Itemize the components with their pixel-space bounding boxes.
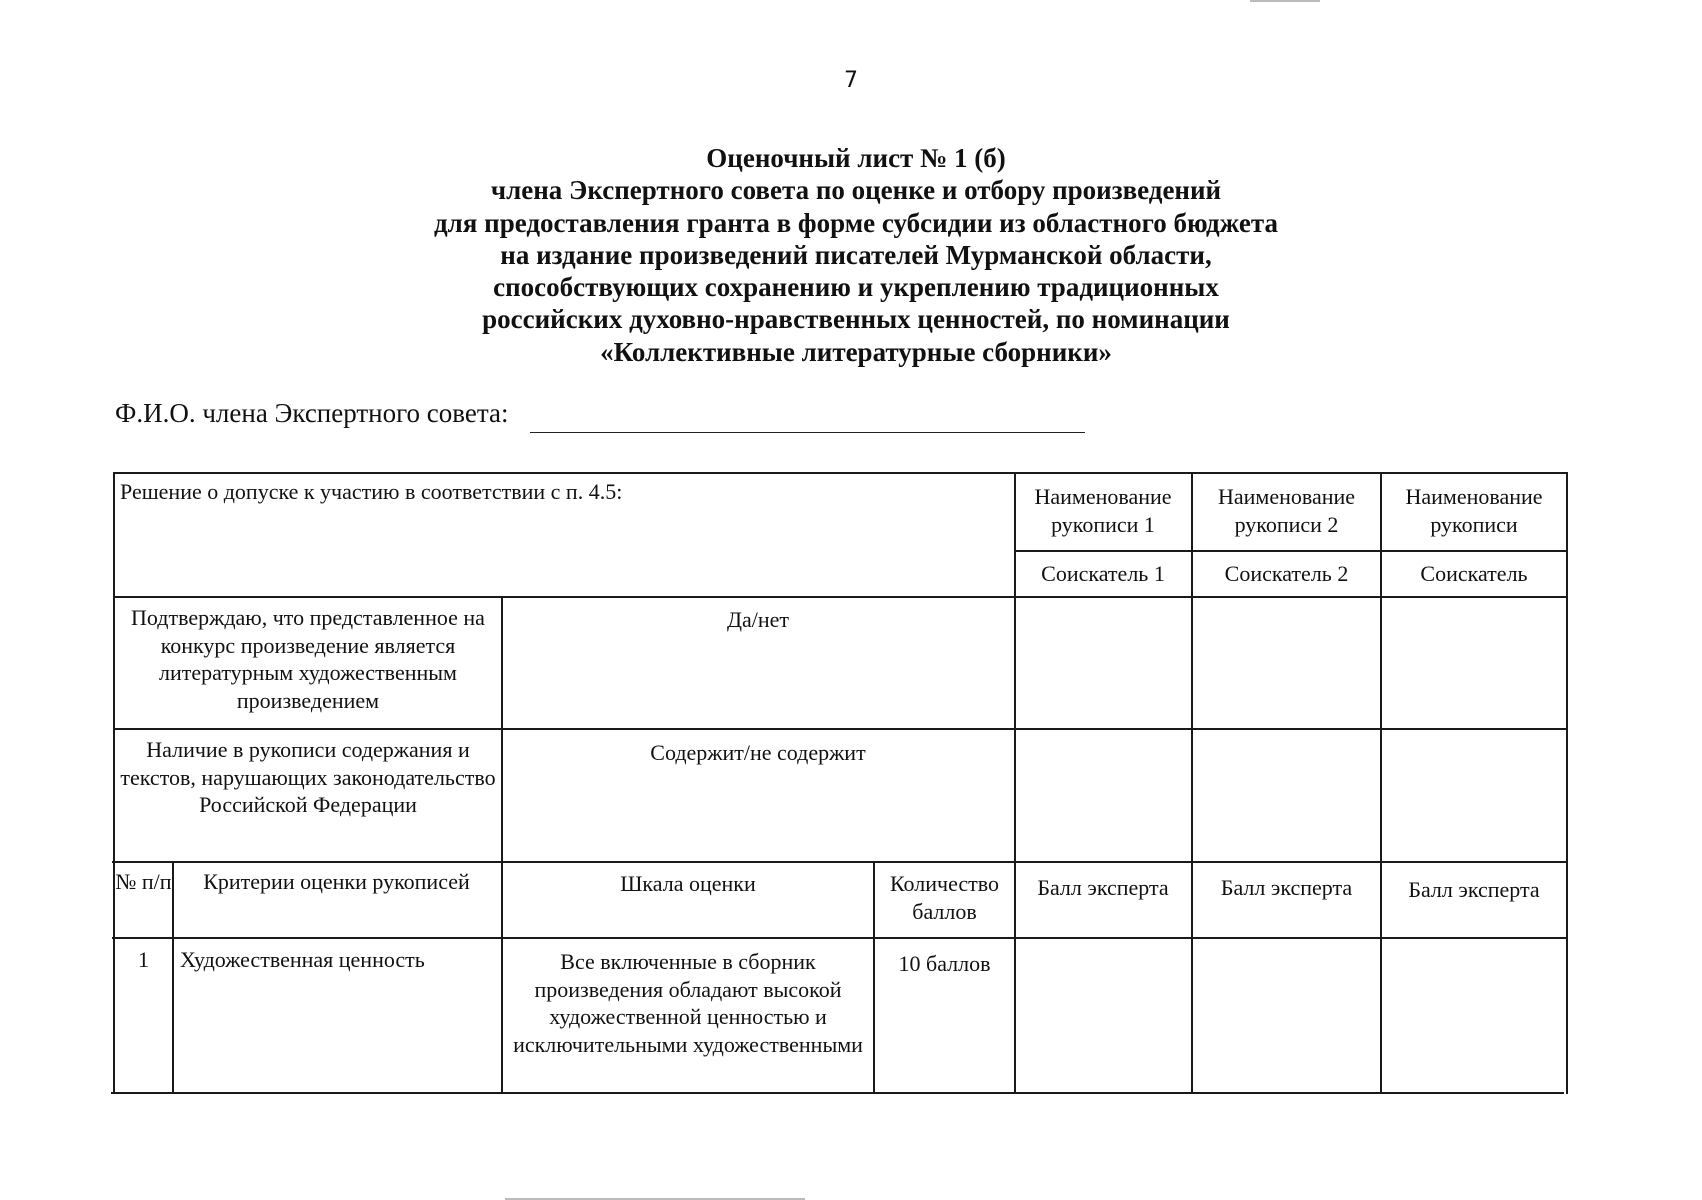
title-line: на издание произведений писателей Мурманской области, xyxy=(500,239,1212,270)
scan-artifact xyxy=(1250,0,1320,2)
score-header-1: Балл эксперта xyxy=(1037,875,1169,900)
decision-label: Решение о допуске к участию в соответствии с п. 4.5: xyxy=(120,479,623,504)
table-border xyxy=(113,596,1568,598)
title-line: «Коллективные литературные сборники» xyxy=(600,336,1112,367)
manuscript-name-2: Наименование рукописи 2 xyxy=(1217,484,1356,537)
table-border xyxy=(1014,550,1568,552)
table-border-left xyxy=(113,472,115,1094)
confirm-label: Подтверждаю, что представленное на конкурс произведение является литературным художественным произведением xyxy=(131,605,485,713)
header-points: Количество баллов xyxy=(889,871,1000,924)
title-line: члена Экспертного совета по оценке и отбору произведений xyxy=(490,175,1222,206)
fio-signature-line[interactable] xyxy=(530,432,1085,433)
table-border xyxy=(501,596,503,1093)
fio-label: Ф.И.О. члена Экспертного совета: xyxy=(115,398,509,428)
expert-score-cell-2[interactable] xyxy=(1193,939,1380,1092)
title-line: способствующих сохранению и укреплению традиционных xyxy=(493,272,1219,303)
confirm-value: Да/нет xyxy=(726,607,790,632)
row-num: 1 xyxy=(138,947,149,972)
expert-score-cell-1[interactable] xyxy=(1016,939,1191,1092)
row-points: 10 баллов xyxy=(898,951,991,976)
table-border-right xyxy=(1566,472,1568,1094)
applicant-1: Соискатель 1 xyxy=(1041,561,1165,586)
table-border xyxy=(112,861,1568,863)
contains-label: Наличие в рукописи содержания и текстов, нарушающих законодательство Российской Федерации xyxy=(120,737,496,817)
score-header-2: Балл эксперта xyxy=(1220,875,1353,900)
applicant-3: Соискатель xyxy=(1420,561,1528,586)
score-header-3: Балл эксперта xyxy=(1408,877,1540,902)
contains-value: Содержит/не содержит xyxy=(650,740,866,765)
table-border xyxy=(172,861,174,1093)
header-num: № п/п xyxy=(115,869,172,894)
applicant-2: Соискатель 2 xyxy=(1224,561,1349,586)
manuscript-name-3: Наименование рукописи xyxy=(1405,484,1543,537)
table-border-bottom xyxy=(111,1092,1564,1094)
title-line: Оценочный лист № 1 (б) xyxy=(706,143,1006,173)
table-border xyxy=(113,728,1568,730)
document-title xyxy=(0,142,1702,368)
title-line: российских духовно-нравственных ценностей, по номинации xyxy=(482,304,1230,335)
row-criterion: Художественная ценность xyxy=(180,947,425,972)
table-border-top xyxy=(113,472,1568,474)
header-scale: Шкала оценки xyxy=(620,871,756,896)
manuscript-name-1: Наименование рукописи 1 xyxy=(1034,484,1172,537)
title-line: для предоставления гранта в форме субсидии из областного бюджета xyxy=(433,207,1278,238)
expert-score-cell-3[interactable] xyxy=(1382,939,1566,1092)
page-number: 7 xyxy=(844,68,858,93)
row-scale: Все включенные в сборник произведения обладают высокой художественной ценностью и исключительными художественными xyxy=(513,949,863,1057)
header-criteria: Критерии оценки рукописей xyxy=(203,869,470,894)
